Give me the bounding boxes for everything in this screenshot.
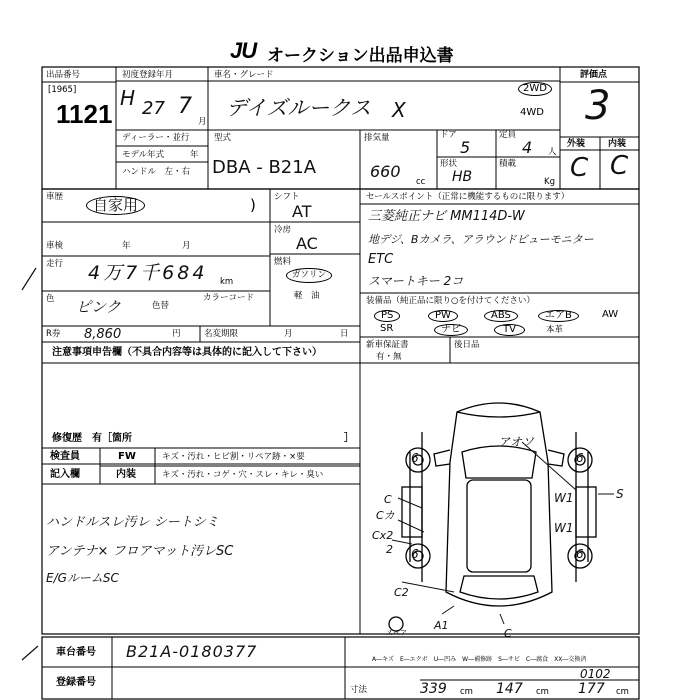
sales-line-4: スマートキー 2コ: [368, 274, 464, 288]
sales-line-1: 三菱純正ナビ MM114D-W: [368, 209, 525, 224]
vehicle-history-label: 車歴: [46, 192, 64, 202]
diagram-mark-wheel-rl: 6: [411, 547, 419, 561]
displacement-value: 660: [370, 162, 401, 181]
inspector-label: 検査員: [50, 451, 80, 462]
chassis-value: B21A-0180377: [126, 642, 258, 661]
car-name-label: 車名・グレード: [214, 70, 274, 80]
recycle-value: 8,860: [84, 327, 122, 342]
equip-aw: AW: [602, 309, 619, 320]
month-value: 7: [178, 94, 192, 119]
equip-abs: ABS: [484, 310, 518, 322]
equipment-label: 装備品（純正品に限り○を付けてください）: [366, 296, 535, 306]
lot-number: 1121: [56, 99, 113, 129]
dimension-label: 寸法: [350, 685, 368, 695]
diagram-mark-cx2: Cx2: [372, 529, 394, 542]
fuel-oil: 軽 油: [294, 291, 320, 301]
diagram-mark-s: S: [616, 487, 624, 501]
yen-unit: 円: [172, 329, 181, 339]
inspect-line-1: ハンドルスレ汚レ シートシミ: [46, 515, 219, 530]
spare-label: スペア: [386, 629, 407, 637]
registration-label: 登録番号: [56, 677, 96, 688]
shape-value: HB: [452, 169, 473, 185]
diagram-mark-c2: C2: [394, 586, 409, 599]
diagram-mark-w1-lower: W1: [554, 521, 574, 535]
lot-label: 出品番号: [46, 70, 81, 80]
score-label: 評価点: [580, 70, 608, 80]
type-label: 型式: [214, 133, 232, 143]
model-year-label: モデル年式: [122, 150, 165, 160]
owner-change-label: 名変期限: [204, 329, 239, 339]
equip-tv: TV: [494, 324, 525, 336]
exterior-value: C: [570, 153, 589, 183]
inspect-line-3: E/GルームSC: [46, 571, 119, 585]
door-label: ドア: [440, 130, 457, 140]
exterior-label: 外装: [567, 139, 586, 149]
sales-line-2: 地デジ、Bカメラ、アラウンドビューモニター: [368, 233, 594, 246]
sales-point-label: セールスポイント（正常に機能するものに限ります）: [366, 192, 570, 202]
kg-unit: Kg: [544, 177, 555, 187]
drive-2wd: 2WD: [518, 82, 552, 96]
equip-ps: PS: [374, 310, 400, 322]
record-label: 記入欄: [50, 469, 80, 480]
diagram-mark-antenna: アオソ: [498, 435, 534, 449]
ac-value: AC: [296, 234, 318, 253]
shift-value: AT: [292, 202, 312, 221]
owner-day: 日: [340, 329, 349, 339]
shift-label: シフト: [274, 192, 300, 202]
mileage-value: 4万7千684: [88, 262, 208, 284]
equip-navi: ナビ: [434, 324, 468, 336]
car-name-value: デイズルークス: [226, 96, 372, 120]
interior-row-label: 内装: [116, 469, 136, 480]
ju-logo: JU: [230, 38, 257, 63]
equip-sr: SR: [380, 323, 394, 334]
type-value: DBA - B21A: [212, 157, 317, 178]
shaken-month-unit: 月: [182, 241, 191, 251]
diagram-mark-wheel-fl: 6: [411, 451, 419, 465]
shaken-label: 車検: [46, 241, 64, 251]
fw-label: FW: [118, 451, 136, 462]
new-car-warranty-value: 有・無: [376, 352, 402, 362]
dimension-length-unit: cm: [460, 687, 473, 697]
inspect-line-2: アンテナ× フロアマット汚レSC: [46, 544, 234, 559]
grade-value: X: [392, 98, 406, 122]
fuel-label: 燃料: [274, 257, 292, 267]
repair-history-close: ］: [344, 433, 354, 444]
vehicle-history-paren: ): [250, 196, 256, 214]
diagram-mark-c-ka: Cカ: [376, 509, 395, 522]
drive-4wd: 4WD: [520, 107, 544, 118]
vehicle-history-value: 自家用: [86, 196, 145, 215]
sales-line-3: ETC: [368, 252, 394, 267]
interior-items: キズ・汚れ・コゲ・穴・スレ・キレ・臭い: [162, 470, 324, 480]
lot-sub: [1965]: [48, 85, 77, 95]
owner-month: 月: [284, 329, 293, 339]
shaken-year-unit: 年: [122, 241, 131, 251]
interior-value: C: [610, 151, 629, 181]
repair-history-label: 修復歴 有［箇所: [52, 433, 132, 444]
dimension-height: 177: [578, 681, 605, 697]
later-item-label: 後日品: [454, 340, 480, 350]
dimension-length: 339: [420, 681, 447, 697]
model-year-unit: 年: [190, 150, 199, 160]
capacity-value: 4: [522, 138, 533, 157]
capacity-label: 定員: [499, 130, 517, 140]
equip-leather: 本革: [546, 325, 564, 335]
score-value: 3: [585, 83, 611, 129]
recycle-label: R券: [46, 329, 61, 339]
dealer-label: ディーラー・並行: [122, 133, 190, 143]
diagram-mark-c-rear: C: [504, 627, 512, 640]
color-change-label: 色替: [152, 301, 170, 311]
load-label: 積載: [499, 159, 517, 169]
diagram-mark-2: 2: [386, 543, 393, 556]
damage-legend: A―キズ E―エクボ U―凹み W―補修跡 S―サビ C―腐食 XX―交換済: [372, 656, 587, 663]
dimension-height-unit: cm: [616, 687, 629, 697]
door-value: 5: [460, 138, 471, 157]
equip-pw: PW: [428, 310, 458, 322]
diagram-mark-wheel-rr: 6: [576, 547, 584, 561]
handle-label: ハンドル 左・右: [122, 167, 191, 177]
month-unit: 月: [198, 117, 207, 127]
diagram-mark-c-top: C: [384, 493, 392, 506]
diagram-mark-a1: A1: [434, 619, 449, 632]
shape-label: 形状: [440, 159, 458, 169]
notes-title: 注意事項申告欄（不具合内容等は具体的に記入して下さい）: [52, 347, 322, 358]
era-value: H: [120, 86, 136, 110]
date-value: 0102: [580, 667, 611, 681]
year-value: 27: [142, 98, 165, 119]
color-value: ピンク: [76, 298, 121, 316]
mileage-label: 走行: [46, 259, 64, 269]
new-car-warranty-label: 新車保証書: [366, 340, 409, 350]
color-code-label: カラーコード: [203, 293, 255, 303]
ac-label: 冷房: [274, 225, 292, 235]
cc-unit: cc: [416, 177, 426, 187]
form-title: オークション出品申込書: [267, 46, 454, 66]
color-label: 色: [46, 294, 55, 304]
dimension-width: 147: [496, 681, 523, 697]
km-unit: km: [220, 277, 234, 287]
displacement-label: 排気量: [364, 133, 390, 143]
interior-label: 内装: [608, 139, 627, 149]
diagram-mark-w1-upper: W1: [554, 491, 574, 505]
first-reg-label: 初度登録年月: [122, 70, 174, 80]
capacity-unit: 人: [548, 147, 557, 157]
diagram-mark-wheel-fr: 6: [576, 451, 584, 465]
dimension-width-unit: cm: [536, 687, 549, 697]
fuel-value: ガソリン: [286, 268, 332, 283]
equip-airbag: エアB: [538, 310, 579, 322]
chassis-label: 車台番号: [56, 647, 96, 658]
fw-items: キズ・汚れ・ヒビ割・リペア跡・×要: [162, 452, 305, 462]
